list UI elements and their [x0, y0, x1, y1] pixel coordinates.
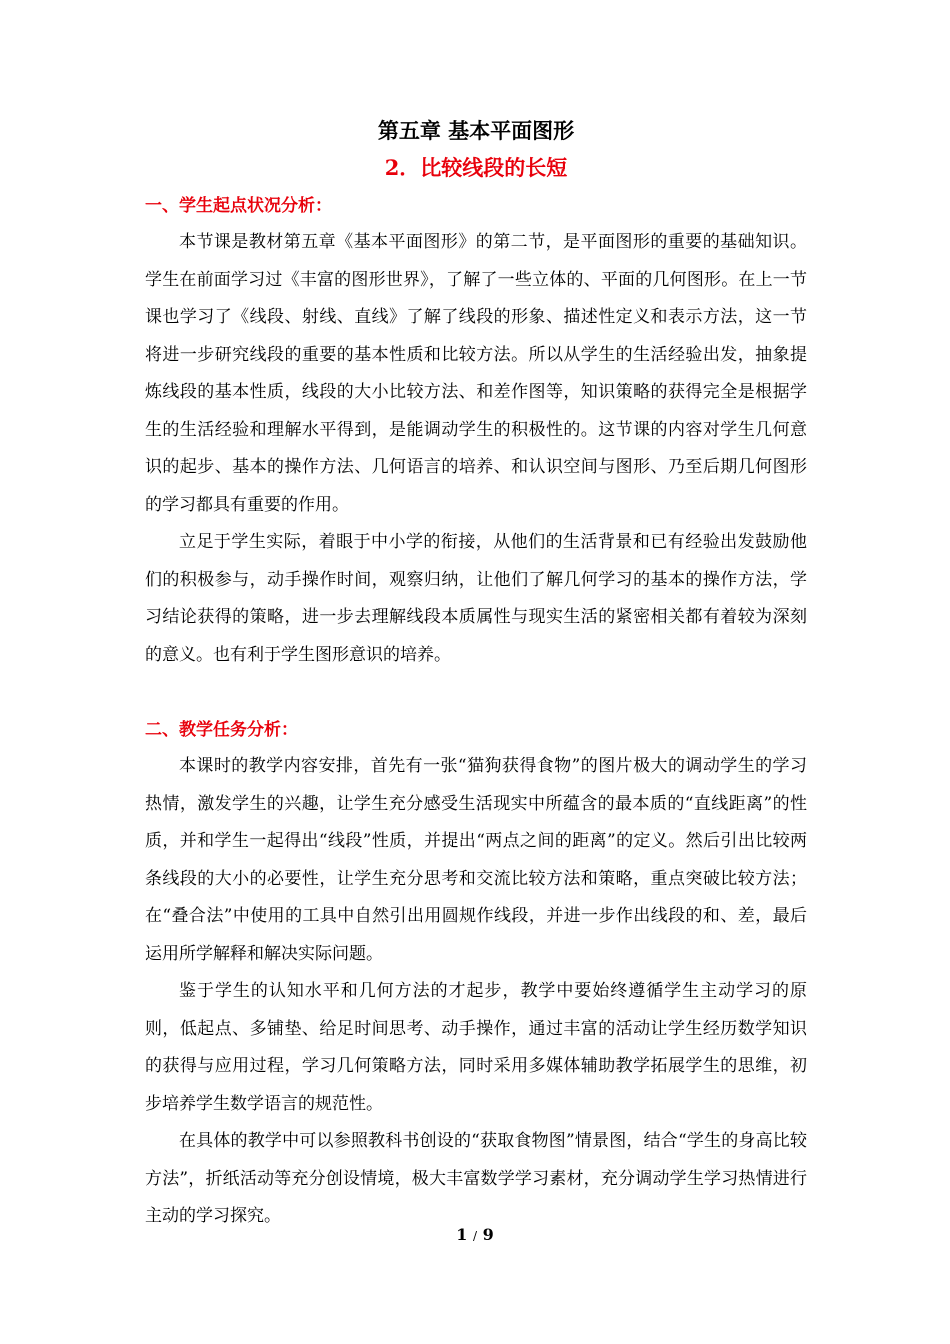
section-task-analysis	[145, 712, 807, 1236]
section-student-analysis	[145, 188, 807, 674]
paragraph: 本课时的教学内容安排，首先有一张“猫狗获得食物”的图片极大的调动学生的学习热情，激发学生的兴趣，让学生充分感受生活现实中所蕴含的最本质的“直线距离”的性质，并和学生一起得出“线段”性质，并提出“两点之间的距离”的定义。然后引出比较两条线段的大小的必要性，让学生充分思考和交流比较方法和策略，重点突破比较方法；在“叠合法”中使用的工具中自然引出用圆规作线段，并进一步作出线段的和、差，最后运用所学解释和解决实际问题。	[145, 756, 807, 964]
page-current: 1	[456, 1225, 468, 1244]
page-separator: /	[472, 1229, 478, 1243]
document-page	[145, 112, 807, 1236]
page-number	[0, 1225, 950, 1244]
paragraph: 立足于学生实际，着眼于中小学的衔接，从他们的生活背景和已有经验出发鼓励他们的积极参与，动手操作时间，观察归纳，让他们了解几何学习的基本的操作方法，学习结论获得的策略，进一步去理解线段本质属性与现实生活的紧密相关都有着较为深刻的意义。也有利于学生图形意识的培养。	[145, 532, 807, 665]
section-title: 2．比较线段的长短	[384, 155, 568, 180]
paragraph: 在具体的教学中可以参照教科书创设的“获取食物图”情景图，结合“学生的身高比较方法”，折纸活动等充分创设情境，极大丰富数学学习素材，充分调动学生学习热情进行主动的学习探究。	[145, 1131, 807, 1226]
paragraph: 鉴于学生的认知水平和几何方法的才起步，教学中要始终遵循学生主动学习的原则，低起点、多铺垫、给足时间思考、动手操作，通过丰富的活动让学生经历数学知识的获得与应用过程，学习几何策略方法，同时采用多媒体辅助教学拓展学生的思维，初步培养学生数学语言的规范性。	[145, 981, 807, 1114]
section-spacer	[145, 674, 807, 712]
chapter-title: 第五章 基本平面图形	[377, 118, 575, 143]
section-heading: 一、学生起点状况分析：	[145, 196, 332, 216]
page-total: 9	[482, 1225, 494, 1244]
section-heading: 二、教学任务分析：	[145, 720, 298, 740]
paragraph: 本节课是教材第五章《基本平面图形》的第二节，是平面图形的重要的基础知识。学生在前面学习过《丰富的图形世界》，了解了一些立体的、平面的几何图形。在上一节课也学习了《线段、射线、直线》了解了线段的形象、描述性定义和表示方法，这一节将进一步研究线段的重要的基本性质和比较方法。所以从学生的生活经验出发，抽象提炼线段的基本性质，线段的大小比较方法、和差作图等，知识策略的获得完全是根据学生的生活经验和理解水平得到，是能调动学生的积极性的。这节课的内容对学生几何意识的起步、基本的操作方法、几何语言的培养、和认识空间与图形、乃至后期几何图形的学习都具有重要的作用。	[145, 232, 807, 515]
